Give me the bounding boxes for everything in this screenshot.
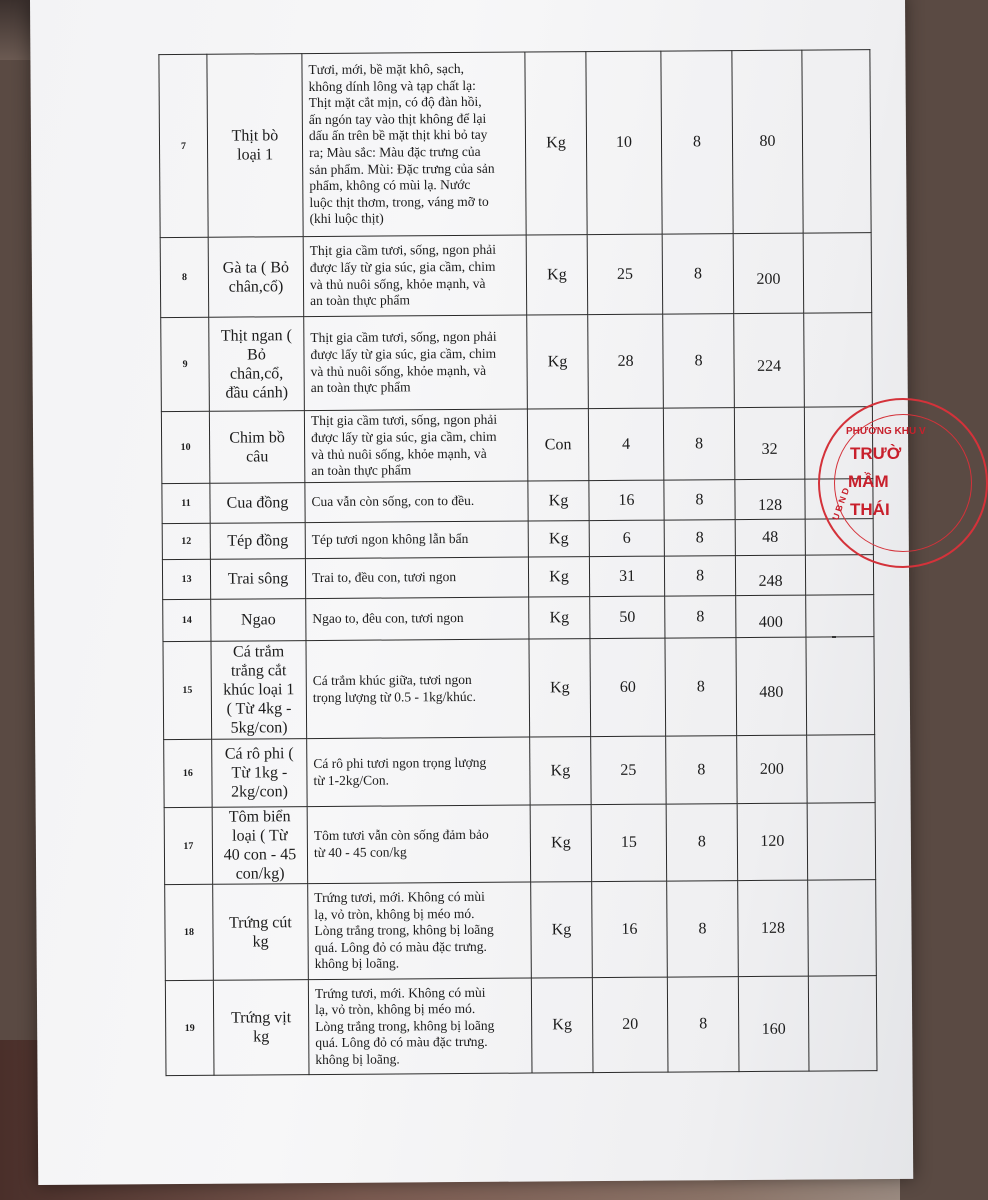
- product-name-line: Ngao: [240, 611, 276, 629]
- product-description: [308, 882, 532, 980]
- days-cell: 8: [661, 51, 733, 234]
- table-row: [165, 976, 877, 1076]
- row-number: 11: [162, 483, 210, 523]
- table-row: [161, 313, 873, 412]
- total-value: 120: [760, 832, 785, 850]
- empty-cell: [805, 555, 873, 595]
- total-cell: [737, 803, 808, 880]
- days-cell: 8: [663, 408, 735, 480]
- days-cell: 8: [664, 556, 735, 596]
- table-row: [162, 519, 873, 560]
- product-description: [304, 409, 527, 483]
- product-name-line: Trai sông: [227, 570, 289, 588]
- description-line: không dính lông và tạp chất lạ:: [308, 77, 476, 94]
- empty-cell: [804, 313, 873, 407]
- description-line: và thủ nuôi sống, khỏe mạnh, và: [311, 445, 487, 462]
- row-number: 14: [163, 599, 211, 641]
- total-cell: [736, 595, 806, 637]
- description-line: lạ, vỏ tròn, không bị méo mó.: [314, 905, 475, 922]
- product-description: [308, 978, 532, 1075]
- total-cell: [737, 735, 807, 803]
- days-cell: 8: [664, 520, 735, 556]
- table-row: [159, 50, 871, 238]
- unit-cell: Kg: [526, 235, 588, 315]
- row-number: 8: [160, 237, 209, 317]
- row-number: 16: [164, 739, 212, 807]
- table-row: [162, 555, 873, 600]
- description-line: sản phẩm. Mùi: Đặc trưng của sản: [309, 160, 495, 177]
- total-value: 128: [760, 919, 786, 937]
- description-line: trọng lượng từ 0.5 - 1kg/khúc.: [312, 688, 477, 705]
- row-number: 7: [159, 54, 208, 237]
- product-name-line: chân,cổ): [228, 277, 284, 296]
- unit-cell: Kg: [528, 521, 589, 557]
- product-name: [209, 411, 305, 484]
- description-line: được lấy từ gia súc, gia cầm, chim: [310, 345, 497, 362]
- days-cell: 8: [666, 804, 738, 881]
- product-name-line: Gà ta ( Bỏ: [222, 258, 290, 277]
- unit-cell: Kg: [530, 737, 591, 805]
- unit-cell: Kg: [529, 597, 590, 639]
- product-name-line: Cá rô phi (: [224, 745, 294, 763]
- quantity-cell: 6: [589, 520, 664, 557]
- table-row: [162, 479, 873, 524]
- description-line: không bị loãng.: [314, 955, 400, 972]
- days-cell: 8: [666, 736, 737, 804]
- description-line: và thủ nuôi sống, khỏe mạnh, và: [309, 275, 486, 292]
- description-line: Lòng trắng trong, không bị loãng: [314, 921, 494, 939]
- description-line: Tôm tươi vẫn còn sống đảm bảo: [313, 827, 489, 844]
- total-cell: [738, 976, 809, 1071]
- row-number: 19: [165, 980, 214, 1075]
- description-line: quá. Lông đỏ có màu đặc trưng.: [314, 938, 487, 955]
- total-cell: [732, 50, 803, 233]
- unit-cell: Kg: [528, 557, 589, 597]
- product-name-line: Cá trắm: [232, 643, 285, 661]
- total-cell: [736, 637, 807, 735]
- product-name-line: 2kg/con): [231, 783, 289, 801]
- table-row: [160, 233, 872, 318]
- days-cell: 8: [665, 596, 736, 638]
- total-value: 160: [761, 1020, 786, 1038]
- product-description: [307, 805, 531, 884]
- stamp-line-3: THÁI: [850, 500, 890, 519]
- total-value: 128: [757, 496, 783, 514]
- description-line: không bị loãng.: [315, 1051, 400, 1067]
- stamp-line-2: MẦM: [848, 472, 889, 491]
- description-line: Tép tươi ngon không lẫn bẩn: [311, 531, 469, 548]
- quantity-cell: 31: [589, 556, 664, 597]
- description-line: an toàn thực phẩm: [311, 462, 412, 479]
- product-name-line: khúc loại 1: [223, 681, 295, 699]
- total-value: 400: [758, 613, 783, 631]
- description-line: Thịt gia cầm tươi, sống, ngon phải: [309, 242, 496, 259]
- days-cell: 8: [664, 480, 735, 520]
- description-line: lạ, vỏ tròn, không bị méo mó.: [315, 1001, 476, 1018]
- empty-cell: [806, 595, 874, 637]
- product-description: [302, 52, 526, 237]
- total-cell: [733, 233, 804, 313]
- product-name: [210, 559, 305, 600]
- description-line: Cá rô phi tươi ngon trọng lượng: [313, 754, 487, 771]
- description-line: Thịt gia cầm tươi, sống, ngon phải: [310, 329, 497, 346]
- product-description: [305, 521, 528, 559]
- days-cell: 8: [665, 638, 737, 736]
- row-number: 18: [165, 884, 214, 980]
- empty-cell: [806, 637, 875, 735]
- ink-dot: [832, 636, 836, 638]
- product-description: [303, 235, 527, 317]
- days-cell: 8: [667, 977, 739, 1072]
- description-line: được lấy từ gia súc, gia cầm, chim: [309, 258, 496, 275]
- product-name-line: con/kg): [235, 865, 285, 883]
- product-name: [213, 884, 309, 981]
- total-value: 224: [757, 357, 782, 375]
- total-cell: [734, 407, 805, 479]
- empty-cell: [803, 233, 872, 313]
- product-name-line: Cua đồng: [226, 494, 289, 512]
- product-description: [306, 597, 529, 641]
- days-cell: 8: [663, 314, 735, 408]
- product-name-line: 5kg/con): [230, 719, 288, 737]
- quantity-cell: 50: [590, 596, 665, 639]
- stamp-arc-text: PHƯỜNG KHU V: [846, 426, 926, 437]
- product-name-line: 40 con - 45: [223, 846, 297, 864]
- description-line: ra; Màu sắc: Màu đặc trưng của: [309, 143, 481, 161]
- product-name-line: Tôm biển: [228, 808, 291, 826]
- unit-cell: Kg: [527, 315, 589, 409]
- table-row: [163, 637, 875, 740]
- product-name-line: chân,cổ,: [229, 364, 284, 383]
- product-name: [212, 739, 307, 808]
- description-line: từ 1-2kg/Con.: [313, 772, 390, 788]
- product-description: [307, 737, 530, 807]
- unit-cell: Kg: [531, 882, 593, 978]
- product-name: [207, 54, 303, 238]
- quantity-cell: 15: [591, 804, 667, 882]
- product-description: [305, 557, 528, 599]
- description-line: Ngao to, đêu con, tươi ngon: [312, 610, 464, 627]
- unit-cell: Kg: [530, 805, 592, 882]
- empty-cell: [807, 735, 875, 803]
- row-number: 9: [161, 317, 210, 411]
- product-name-line: loại ( Từ: [232, 827, 288, 845]
- table-row: [165, 880, 877, 981]
- product-description: [304, 315, 528, 411]
- description-line: Thịt mặt cắt mịn, có độ đàn hồi,: [308, 94, 482, 111]
- total-cell: [734, 313, 805, 407]
- product-name-line: câu: [246, 447, 269, 466]
- product-description: [306, 639, 530, 739]
- product-name: [209, 317, 305, 412]
- quantity-cell: 16: [589, 480, 664, 521]
- table-row: [163, 595, 874, 642]
- quantity-cell: 10: [586, 51, 662, 235]
- row-number: 15: [163, 641, 212, 739]
- total-cell: [735, 555, 805, 595]
- days-cell: 8: [662, 234, 734, 314]
- days-cell: 8: [667, 881, 739, 977]
- product-name-line: kg: [252, 932, 269, 950]
- unit-cell: Kg: [525, 52, 587, 235]
- description-line: Trai to, đều con, tươi ngon: [311, 569, 457, 586]
- description-line: Cua vẫn còn sống, con to đều.: [311, 493, 475, 510]
- product-name: [211, 599, 306, 642]
- total-value: 200: [759, 760, 784, 778]
- product-name-line: Thịt ngan (: [220, 326, 292, 345]
- stamp-line-1: TRƯỜ: [850, 444, 902, 463]
- row-number: 12: [162, 523, 210, 559]
- total-cell: [738, 880, 809, 976]
- description-line: Thịt gia cầm tươi, sống, ngon phải: [310, 412, 498, 429]
- row-number: 10: [161, 411, 210, 483]
- product-name-line: loại 1: [237, 146, 274, 164]
- row-number: 13: [162, 559, 210, 599]
- empty-cell: [807, 803, 876, 880]
- goods-table: [158, 49, 877, 1076]
- product-name-line: Bỏ: [247, 345, 266, 363]
- total-value: 80: [759, 132, 776, 150]
- table-row: [161, 407, 872, 484]
- official-stamp: [818, 398, 988, 568]
- row-number: 17: [164, 807, 213, 884]
- quantity-cell: 28: [588, 314, 664, 409]
- product-name-line: Từ 1kg -: [231, 764, 288, 782]
- product-name-line: Trứng vịt: [230, 1009, 292, 1027]
- product-name-line: Thịt bò: [231, 127, 279, 145]
- description-line: quá. Lông đỏ có màu đặc trưng.: [315, 1034, 488, 1051]
- quantity-cell: 60: [590, 638, 666, 737]
- empty-cell: [808, 880, 877, 976]
- table-row: [164, 735, 875, 808]
- product-name: [208, 237, 304, 318]
- description-line: an toàn thực phẩm: [310, 379, 411, 396]
- description-line: phẩm, không có mùi lạ. Nước: [309, 177, 471, 194]
- product-description: [305, 481, 528, 523]
- description-line: dấu ấn trên bề mặt thịt khi bỏ tay: [308, 127, 488, 144]
- description-line: được lấy từ gia súc, gia cầm, chim: [311, 428, 497, 445]
- quantity-cell: 4: [588, 408, 664, 481]
- description-line: an toàn thực phẩm: [310, 292, 411, 309]
- product-name: [210, 523, 305, 560]
- unit-cell: Kg: [531, 978, 593, 1073]
- table-row: [164, 803, 876, 885]
- total-value: 480: [759, 683, 784, 701]
- total-cell: [735, 519, 805, 555]
- product-name: [213, 980, 309, 1076]
- product-name-line: Trứng cút: [228, 913, 292, 932]
- description-line: Trứng tươi, mới. Không có mùi: [314, 888, 485, 906]
- description-line: luộc thịt thơm, trong, váng mỡ to: [309, 193, 489, 210]
- description-line: và thủ nuôi sống, khỏe mạnh, và: [310, 362, 487, 379]
- quantity-cell: 16: [592, 881, 668, 978]
- unit-cell: Kg: [528, 481, 589, 521]
- quantity-cell: 25: [587, 234, 663, 315]
- description-line: ấn ngón tay vào thịt không để lại: [308, 110, 487, 127]
- description-line: Trứng tươi, mới. Không có mùi: [314, 984, 486, 1001]
- product-name: [211, 641, 307, 740]
- description-line: Tươi, mới, bề mặt khô, sạch,: [308, 61, 464, 78]
- product-name-line: ( Từ 4kg -: [226, 700, 292, 718]
- empty-cell: [802, 50, 871, 233]
- product-name-line: kg: [253, 1028, 270, 1046]
- total-value: 32: [761, 440, 778, 458]
- quantity-cell: 25: [591, 736, 666, 805]
- total-value: 248: [758, 572, 783, 590]
- total-cell: [735, 479, 805, 519]
- product-name-line: đầu cánh): [225, 383, 289, 402]
- product-name-line: trắng cắt: [230, 662, 287, 680]
- quantity-cell: 20: [592, 977, 668, 1073]
- product-name-line: Tép đồng: [227, 532, 289, 550]
- description-line: Cá trắm khúc giữa, tươi ngon: [312, 671, 472, 688]
- empty-cell: [808, 976, 877, 1071]
- product-name: [212, 807, 308, 885]
- product-name-line: Chim bồ: [229, 428, 285, 447]
- unit-cell: Kg: [529, 639, 591, 737]
- document-page: [30, 0, 913, 1185]
- description-line: Lòng trắng trong, không bị loãng: [315, 1017, 495, 1034]
- total-value: 48: [762, 528, 779, 546]
- description-line: từ 40 - 45 con/kg: [313, 844, 407, 861]
- product-name: [210, 483, 305, 524]
- stamp-arc-left: U B N D: [830, 486, 852, 522]
- total-value: 200: [756, 270, 781, 288]
- unit-cell: Con: [527, 409, 589, 481]
- description-line: (khi luộc thịt): [309, 210, 384, 227]
